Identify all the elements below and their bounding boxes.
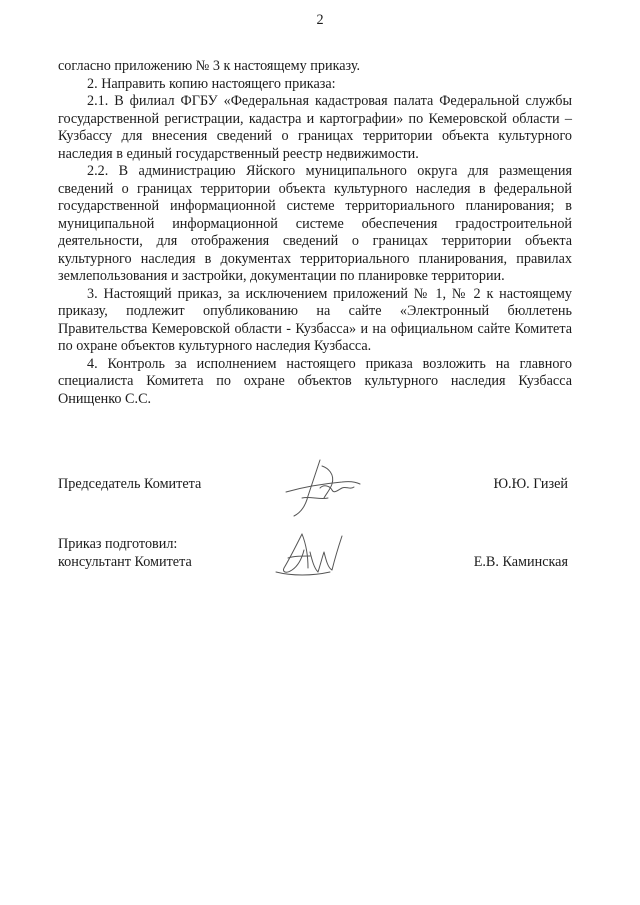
chairman-signature-block (58, 476, 572, 526)
preparer-signature-image (272, 528, 348, 580)
preparer-caption: Приказ подготовил: (58, 536, 178, 552)
preparer-name: Е.В. Каминская (473, 554, 568, 570)
document-body (58, 58, 572, 408)
chairman-position: Председатель Комитета (58, 476, 202, 492)
paragraph-3: 3. Настоящий приказ, за исключением приложений № 1, № 2 к настоящему приказу, подлежит опубликованию на сайте «Электронный бюллетень Правительства Кемеровской области - Кузбасса» и на официальном сайте Комитета по охране объектов культурного наследия Кузбасса. (58, 285, 572, 354)
paragraph-2-1: 2.1. В филиал ФГБУ «Федеральная кадастровая палата Федеральной службы государственной регистрации, кадастра и картографии» по Кемеровской области – Кузбассу для внесения сведений о границах территории объекта культурного наследия в единый государственный реестр недвижимости. (58, 93, 572, 162)
chairman-signature-image (280, 454, 364, 520)
preparer-position: консультант Комитета (58, 554, 192, 570)
chairman-name: Ю.Ю. Гизей (493, 476, 568, 492)
paragraph-2-2: 2.2. В администрацию Яйского муниципального округа для размещения сведений о границах территории объекта культурного наследия в федеральной государственной информационной системе территориального планирования; в муниципальной информационной системе обеспечения градостроительной деятельности, для отображения сведений о границах территории объекта культурного наследия в документах территориального планирования, правилах землепользования и застройки, документации по планировке территории. (58, 163, 572, 284)
page-number: 2 (316, 12, 324, 28)
paragraph-4: 4. Контроль за исполнением настоящего приказа возложить на главного специалиста Комитета по охране объектов культурного наследия Кузбасса Онищенко С.С. (58, 355, 572, 407)
paragraph-continuation: согласно приложению № 3 к настоящему приказу. (58, 58, 361, 74)
paragraph-2: 2. Направить копию настоящего приказа: (87, 75, 336, 92)
preparer-signature-block (58, 536, 572, 586)
